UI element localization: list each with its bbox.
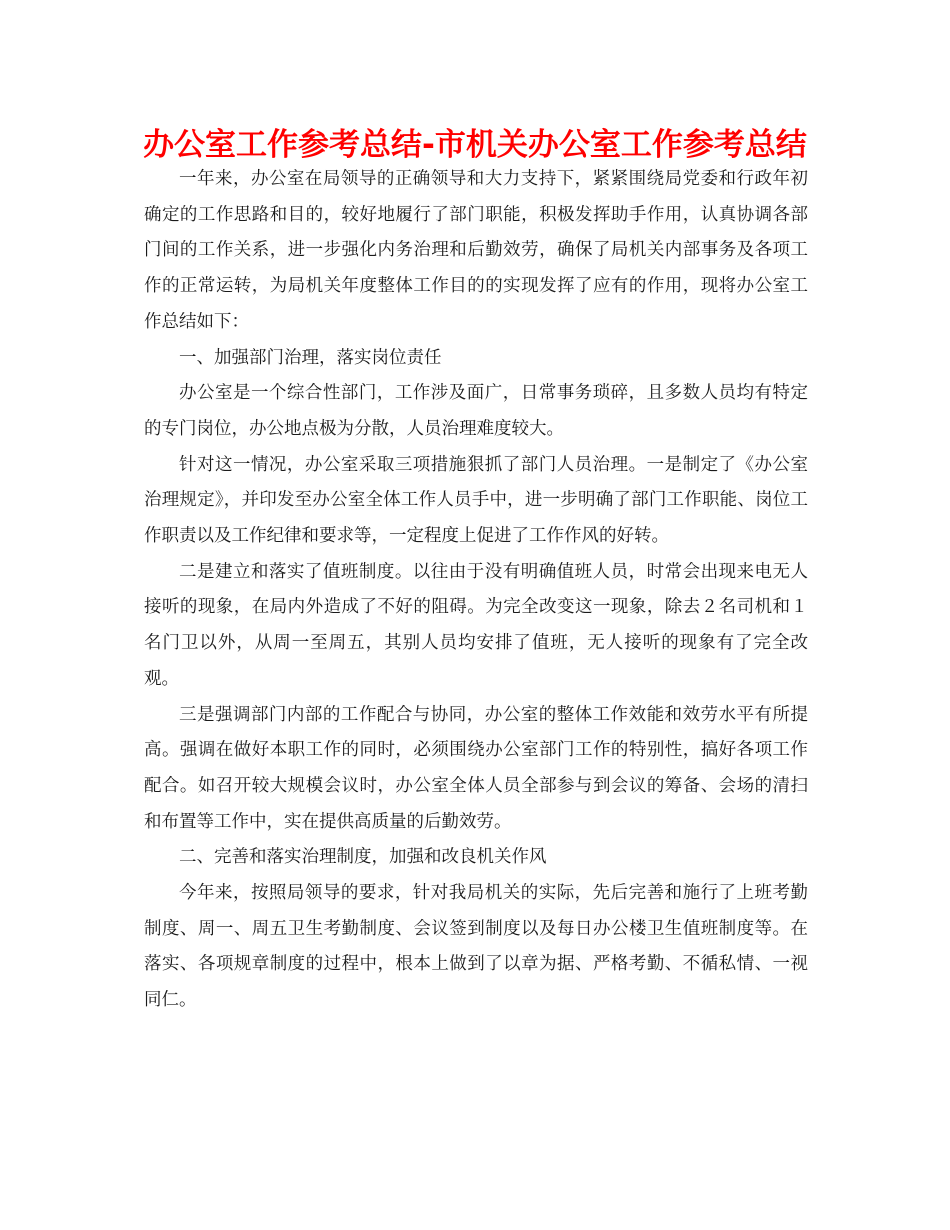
document-title: 办公室工作参考总结-市机关办公室工作参考总结	[143, 127, 807, 163]
paragraph-intro: 一年来，办公室在局领导的正确领导和大力支持下，紧紧围绕局党委和行政年初确定的工作思路和目的，较好地履行了部门职能，积极发挥助手作用，认真协调各部门间的工作关系，进一步强化内务治理和后勤效劳，确保了局机关内部事务及各项工作的正常运转，为局机关年度整体工作目的的实现发挥了应有的作用，现将办公室工作总结如下：	[144, 169, 808, 332]
paragraph: 今年来，按照局领导的要求，针对我局机关的实际，先后完善和施行了上班考勤制度、周一、周五卫生考勤制度、会议签到制度以及每日办公楼卫生值班制度等。在落实、各项规章制度的过程中，根本上做到了以章为据、严格考勤、不循私情、一视同仁。	[144, 883, 808, 1011]
paragraph: 针对这一情况，办公室采取三项措施狠抓了部门人员治理。一是制定了《办公室治理规定》，并印发至办公室全体工作人员手中，进一步明确了部门工作职能、岗位工作职责以及工作纪律和要求等，一定程度上促进了工作作风的好转。	[144, 454, 808, 547]
document-body	[144, 162, 808, 1019]
paragraph: 办公室是一个综合性部门，工作涉及面广，日常事务琐碎，且多数人员均有特定的专门岗位，办公地点极为分散，人员治理难度较大。	[144, 383, 808, 439]
section-heading-1: 一、加强部门治理，落实岗位责任	[179, 347, 442, 368]
paragraph: 二是建立和落实了值班制度。以往由于没有明确值班人员，时常会出现来电无人接听的现象，在局内外造成了不好的阻碍。为完全改变这一现象，除去２名司机和１名门卫以外，从周一至周五，其别人员均安排了值班，无人接听的现象有了完全改观。	[144, 561, 808, 689]
section-heading-2: 二、完善和落实治理制度，加强和改良机关作风	[179, 847, 547, 868]
paragraph: 三是强调部门内部的工作配合与协同，办公室的整体工作效能和效劳水平有所提高。强调在做好本职工作的同时，必须围绕办公室部门工作的特别性，搞好各项工作配合。如召开较大规模会议时，办公室全体人员全部参与到会议的筹备、会场的清扫和布置等工作中，实在提供高质量的后勤效劳。	[144, 704, 808, 832]
